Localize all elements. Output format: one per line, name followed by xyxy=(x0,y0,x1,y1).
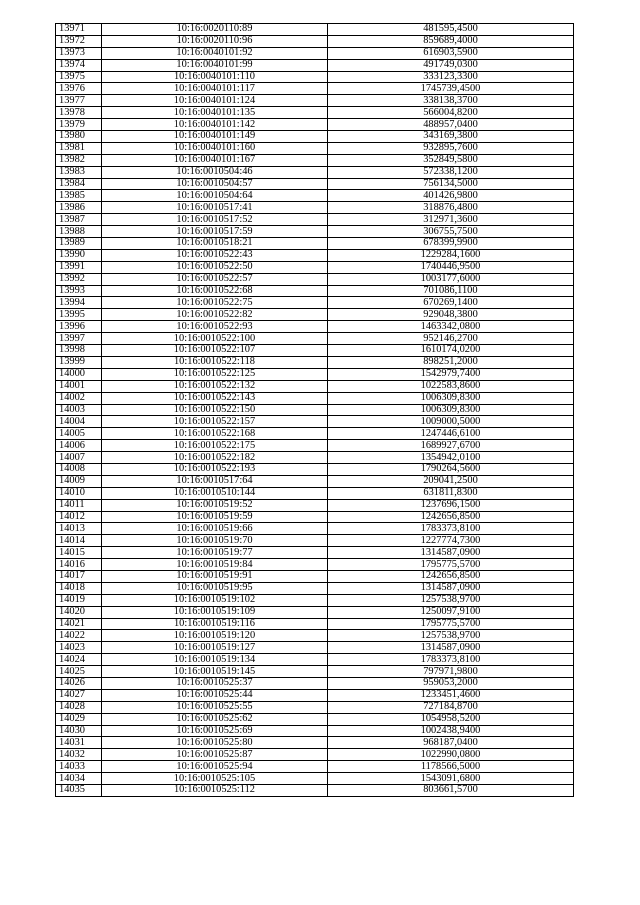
cadastral-number: 10:16:0040101:167 xyxy=(102,154,328,166)
cadastral-number: 10:16:0010517:41 xyxy=(102,202,328,214)
cadastral-number: 10:16:0010519:116 xyxy=(102,618,328,630)
row-number: 14031 xyxy=(56,737,102,749)
row-number: 14022 xyxy=(56,630,102,642)
table-row xyxy=(56,321,574,333)
table-row xyxy=(56,333,574,345)
cadastral-value: 1022990,0800 xyxy=(328,749,574,761)
cadastral-value: 898251,2000 xyxy=(328,356,574,368)
table-row xyxy=(56,59,574,71)
table-row xyxy=(56,273,574,285)
table-row xyxy=(56,785,574,797)
row-number: 14005 xyxy=(56,428,102,440)
cadastral-value: 401426,9800 xyxy=(328,190,574,202)
row-number: 14021 xyxy=(56,618,102,630)
cadastral-value: 1795775,5700 xyxy=(328,559,574,571)
table-row xyxy=(56,226,574,238)
row-number: 13998 xyxy=(56,345,102,357)
row-number: 13975 xyxy=(56,71,102,83)
cadastral-number: 10:16:0010510:144 xyxy=(102,487,328,499)
cadastral-value: 1242656,8500 xyxy=(328,511,574,523)
table-row xyxy=(56,737,574,749)
table-row xyxy=(56,202,574,214)
row-number: 14014 xyxy=(56,535,102,547)
table-row xyxy=(56,630,574,642)
table-row xyxy=(56,452,574,464)
cadastral-value-table xyxy=(55,23,574,797)
cadastral-value: 338138,3700 xyxy=(328,95,574,107)
table-row xyxy=(56,95,574,107)
row-number: 13991 xyxy=(56,261,102,273)
row-number: 14033 xyxy=(56,761,102,773)
cadastral-value: 1009000,5000 xyxy=(328,416,574,428)
cadastral-value: 1740446,9500 xyxy=(328,261,574,273)
table-row xyxy=(56,463,574,475)
cadastral-value: 1314587,0900 xyxy=(328,582,574,594)
row-number: 13990 xyxy=(56,249,102,261)
cadastral-value: 727184,8700 xyxy=(328,701,574,713)
table-row xyxy=(56,689,574,701)
table-row xyxy=(56,523,574,535)
cadastral-number: 10:16:0010522:193 xyxy=(102,463,328,475)
cadastral-value: 306755,7500 xyxy=(328,226,574,238)
table-row xyxy=(56,773,574,785)
cadastral-value: 1054958,5200 xyxy=(328,713,574,725)
row-number: 14000 xyxy=(56,368,102,380)
table-row xyxy=(56,594,574,606)
row-number: 14029 xyxy=(56,713,102,725)
table-row xyxy=(56,83,574,95)
table-row xyxy=(56,71,574,83)
cadastral-number: 10:16:0010522:118 xyxy=(102,356,328,368)
cadastral-value: 312971,3600 xyxy=(328,214,574,226)
row-number: 14013 xyxy=(56,523,102,535)
table-row xyxy=(56,713,574,725)
cadastral-number: 10:16:0010522:182 xyxy=(102,452,328,464)
row-number: 14007 xyxy=(56,452,102,464)
cadastral-value: 209041,2500 xyxy=(328,475,574,487)
cadastral-value: 1242656,8500 xyxy=(328,570,574,582)
cadastral-number: 10:16:0040101:135 xyxy=(102,107,328,119)
cadastral-value: 1006309,8300 xyxy=(328,392,574,404)
cadastral-value: 670269,1400 xyxy=(328,297,574,309)
row-number: 13987 xyxy=(56,214,102,226)
cadastral-number: 10:16:0010517:64 xyxy=(102,475,328,487)
row-number: 14009 xyxy=(56,475,102,487)
cadastral-value: 343169,3800 xyxy=(328,131,574,143)
table-row xyxy=(56,190,574,202)
row-number: 14034 xyxy=(56,773,102,785)
cadastral-number: 10:16:0010522:143 xyxy=(102,392,328,404)
cadastral-number: 10:16:0040101:99 xyxy=(102,59,328,71)
cadastral-number: 10:16:0040101:110 xyxy=(102,71,328,83)
cadastral-number: 10:16:0010525:87 xyxy=(102,749,328,761)
table-row xyxy=(56,35,574,47)
table-row xyxy=(56,428,574,440)
table-row xyxy=(56,178,574,190)
cadastral-number: 10:16:0010522:43 xyxy=(102,249,328,261)
table-row xyxy=(56,487,574,499)
cadastral-value: 1790264,5600 xyxy=(328,463,574,475)
cadastral-value: 803661,5700 xyxy=(328,785,574,797)
cadastral-number: 10:16:0010504:64 xyxy=(102,190,328,202)
cadastral-number: 10:16:0040101:142 xyxy=(102,119,328,131)
row-number: 14008 xyxy=(56,463,102,475)
row-number: 13997 xyxy=(56,333,102,345)
row-number: 14006 xyxy=(56,440,102,452)
table-row xyxy=(56,214,574,226)
cadastral-number: 10:16:0040101:160 xyxy=(102,142,328,154)
cadastral-value: 1610174,0200 xyxy=(328,345,574,357)
cadastral-number: 10:16:0010525:94 xyxy=(102,761,328,773)
table-row xyxy=(56,475,574,487)
cadastral-number: 10:16:0010519:127 xyxy=(102,642,328,654)
row-number: 13993 xyxy=(56,285,102,297)
table-row xyxy=(56,761,574,773)
cadastral-number: 10:16:0010522:157 xyxy=(102,416,328,428)
cadastral-number: 10:16:0010522:82 xyxy=(102,309,328,321)
row-number: 13976 xyxy=(56,83,102,95)
cadastral-number: 10:16:0010519:120 xyxy=(102,630,328,642)
row-number: 13999 xyxy=(56,356,102,368)
row-number: 14011 xyxy=(56,499,102,511)
row-number: 14016 xyxy=(56,559,102,571)
cadastral-number: 10:16:0010522:93 xyxy=(102,321,328,333)
cadastral-number: 10:16:0010522:125 xyxy=(102,368,328,380)
cadastral-value: 968187,0400 xyxy=(328,737,574,749)
cadastral-value: 1354942,0100 xyxy=(328,452,574,464)
table-row xyxy=(56,249,574,261)
row-number: 14027 xyxy=(56,689,102,701)
row-number: 13988 xyxy=(56,226,102,238)
cadastral-number: 10:16:0010519:77 xyxy=(102,547,328,559)
row-number: 14019 xyxy=(56,594,102,606)
table-row xyxy=(56,677,574,689)
cadastral-value: 1022583,8600 xyxy=(328,380,574,392)
row-number: 13981 xyxy=(56,142,102,154)
table-row xyxy=(56,582,574,594)
cadastral-number: 10:16:0020110:96 xyxy=(102,35,328,47)
cadastral-value: 1795775,5700 xyxy=(328,618,574,630)
cadastral-number: 10:16:0010519:109 xyxy=(102,606,328,618)
cadastral-value: 1229284,1600 xyxy=(328,249,574,261)
cadastral-value: 1237696,1500 xyxy=(328,499,574,511)
row-number: 13977 xyxy=(56,95,102,107)
cadastral-number: 10:16:0010519:66 xyxy=(102,523,328,535)
cadastral-value: 1178566,5000 xyxy=(328,761,574,773)
table-row xyxy=(56,499,574,511)
cadastral-value: 1783373,8100 xyxy=(328,523,574,535)
row-number: 14010 xyxy=(56,487,102,499)
cadastral-number: 10:16:0010519:91 xyxy=(102,570,328,582)
cadastral-number: 10:16:0010522:168 xyxy=(102,428,328,440)
cadastral-value: 1689927,6700 xyxy=(328,440,574,452)
cadastral-value: 1543091,6800 xyxy=(328,773,574,785)
row-number: 13994 xyxy=(56,297,102,309)
table-row xyxy=(56,154,574,166)
cadastral-number: 10:16:0010504:57 xyxy=(102,178,328,190)
cadastral-value: 481595,4500 xyxy=(328,24,574,36)
table-row xyxy=(56,642,574,654)
row-number: 13984 xyxy=(56,178,102,190)
row-number: 14015 xyxy=(56,547,102,559)
table-row xyxy=(56,666,574,678)
cadastral-value: 797971,9800 xyxy=(328,666,574,678)
row-number: 13978 xyxy=(56,107,102,119)
table-row xyxy=(56,511,574,523)
table-row xyxy=(56,749,574,761)
cadastral-number: 10:16:0040101:124 xyxy=(102,95,328,107)
cadastral-value: 318876,4800 xyxy=(328,202,574,214)
row-number: 13983 xyxy=(56,166,102,178)
cadastral-number: 10:16:0010517:52 xyxy=(102,214,328,226)
cadastral-number: 10:16:0010525:80 xyxy=(102,737,328,749)
cadastral-number: 10:16:0010525:105 xyxy=(102,773,328,785)
cadastral-value: 352849,5800 xyxy=(328,154,574,166)
row-number: 13979 xyxy=(56,119,102,131)
cadastral-value: 1247446,6100 xyxy=(328,428,574,440)
cadastral-number: 10:16:0010519:52 xyxy=(102,499,328,511)
cadastral-number: 10:16:0010522:100 xyxy=(102,333,328,345)
cadastral-number: 10:16:0010522:68 xyxy=(102,285,328,297)
row-number: 13985 xyxy=(56,190,102,202)
row-number: 14020 xyxy=(56,606,102,618)
table-row xyxy=(56,238,574,250)
cadastral-value: 932895,7600 xyxy=(328,142,574,154)
row-number: 13973 xyxy=(56,47,102,59)
table-row xyxy=(56,297,574,309)
cadastral-value: 1542979,7400 xyxy=(328,368,574,380)
table-row xyxy=(56,166,574,178)
table-row xyxy=(56,618,574,630)
cadastral-value: 678399,9900 xyxy=(328,238,574,250)
row-number: 14004 xyxy=(56,416,102,428)
cadastral-value: 1257538,9700 xyxy=(328,594,574,606)
cadastral-number: 10:16:0010522:150 xyxy=(102,404,328,416)
cadastral-number: 10:16:0010525:112 xyxy=(102,785,328,797)
cadastral-number: 10:16:0010522:175 xyxy=(102,440,328,452)
cadastral-value: 1227774,7300 xyxy=(328,535,574,547)
row-number: 13980 xyxy=(56,131,102,143)
row-number: 14003 xyxy=(56,404,102,416)
cadastral-number: 10:16:0010518:21 xyxy=(102,238,328,250)
cadastral-value: 488957,0400 xyxy=(328,119,574,131)
cadastral-value: 701086,1100 xyxy=(328,285,574,297)
cadastral-value: 1783373,8100 xyxy=(328,654,574,666)
cadastral-value: 1002438,9400 xyxy=(328,725,574,737)
cadastral-number: 10:16:0010522:132 xyxy=(102,380,328,392)
cadastral-value: 756134,5000 xyxy=(328,178,574,190)
cadastral-value: 631811,8300 xyxy=(328,487,574,499)
table-row xyxy=(56,559,574,571)
cadastral-number: 10:16:0010522:75 xyxy=(102,297,328,309)
cadastral-value: 1250097,9100 xyxy=(328,606,574,618)
cadastral-value: 959053,2000 xyxy=(328,677,574,689)
cadastral-value: 1314587,0900 xyxy=(328,642,574,654)
table-row xyxy=(56,131,574,143)
cadastral-value: 1003177,6000 xyxy=(328,273,574,285)
cadastral-value: 491749,0300 xyxy=(328,59,574,71)
cadastral-number: 10:16:0010519:84 xyxy=(102,559,328,571)
row-number: 14026 xyxy=(56,677,102,689)
row-number: 13982 xyxy=(56,154,102,166)
cadastral-value: 1257538,9700 xyxy=(328,630,574,642)
table-row xyxy=(56,725,574,737)
cadastral-value: 929048,3800 xyxy=(328,309,574,321)
cadastral-value: 859689,4000 xyxy=(328,35,574,47)
row-number: 14025 xyxy=(56,666,102,678)
cadastral-value: 1233451,4600 xyxy=(328,689,574,701)
cadastral-number: 10:16:0010525:69 xyxy=(102,725,328,737)
row-number: 14018 xyxy=(56,582,102,594)
row-number: 14035 xyxy=(56,785,102,797)
table-row xyxy=(56,380,574,392)
cadastral-value: 1463342,0800 xyxy=(328,321,574,333)
row-number: 14024 xyxy=(56,654,102,666)
table-row xyxy=(56,654,574,666)
row-number: 14030 xyxy=(56,725,102,737)
row-number: 14032 xyxy=(56,749,102,761)
row-number: 13974 xyxy=(56,59,102,71)
cadastral-number: 10:16:0010522:50 xyxy=(102,261,328,273)
row-number: 13992 xyxy=(56,273,102,285)
cadastral-value: 333123,3300 xyxy=(328,71,574,83)
table-row xyxy=(56,606,574,618)
cadastral-number: 10:16:0020110:89 xyxy=(102,24,328,36)
cadastral-number: 10:16:0010504:46 xyxy=(102,166,328,178)
row-number: 14012 xyxy=(56,511,102,523)
table-row xyxy=(56,440,574,452)
table-row xyxy=(56,261,574,273)
cadastral-value: 952146,2700 xyxy=(328,333,574,345)
table-row xyxy=(56,142,574,154)
table-row xyxy=(56,535,574,547)
row-number: 13986 xyxy=(56,202,102,214)
row-number: 13972 xyxy=(56,35,102,47)
cadastral-number: 10:16:0040101:92 xyxy=(102,47,328,59)
table-row xyxy=(56,416,574,428)
cadastral-number: 10:16:0010525:37 xyxy=(102,677,328,689)
table-row xyxy=(56,368,574,380)
table-row xyxy=(56,107,574,119)
cadastral-number: 10:16:0010517:59 xyxy=(102,226,328,238)
row-number: 14002 xyxy=(56,392,102,404)
cadastral-number: 10:16:0010519:134 xyxy=(102,654,328,666)
cadastral-number: 10:16:0010525:62 xyxy=(102,713,328,725)
row-number: 14001 xyxy=(56,380,102,392)
table-body xyxy=(56,24,574,797)
cadastral-number: 10:16:0040101:117 xyxy=(102,83,328,95)
cadastral-number: 10:16:0010519:59 xyxy=(102,511,328,523)
cadastral-value: 1006309,8300 xyxy=(328,404,574,416)
table-row xyxy=(56,404,574,416)
cadastral-number: 10:16:0010519:95 xyxy=(102,582,328,594)
row-number: 14023 xyxy=(56,642,102,654)
row-number: 13971 xyxy=(56,24,102,36)
table-row xyxy=(56,547,574,559)
table-row xyxy=(56,119,574,131)
row-number: 14017 xyxy=(56,570,102,582)
cadastral-number: 10:16:0040101:149 xyxy=(102,131,328,143)
cadastral-value: 572338,1200 xyxy=(328,166,574,178)
table-row xyxy=(56,309,574,321)
table-row xyxy=(56,570,574,582)
row-number: 13995 xyxy=(56,309,102,321)
cadastral-number: 10:16:0010519:102 xyxy=(102,594,328,606)
cadastral-value: 566004,8200 xyxy=(328,107,574,119)
row-number: 14028 xyxy=(56,701,102,713)
cadastral-value: 616903,5900 xyxy=(328,47,574,59)
cadastral-number: 10:16:0010519:70 xyxy=(102,535,328,547)
cadastral-number: 10:16:0010522:57 xyxy=(102,273,328,285)
cadastral-value: 1745739,4500 xyxy=(328,83,574,95)
row-number: 13989 xyxy=(56,238,102,250)
table-row xyxy=(56,285,574,297)
cadastral-number: 10:16:0010522:107 xyxy=(102,345,328,357)
row-number: 13996 xyxy=(56,321,102,333)
cadastral-number: 10:16:0010525:55 xyxy=(102,701,328,713)
cadastral-value: 1314587,0900 xyxy=(328,547,574,559)
table-row xyxy=(56,345,574,357)
table-row xyxy=(56,24,574,36)
table-row xyxy=(56,392,574,404)
table-row xyxy=(56,47,574,59)
table-row xyxy=(56,701,574,713)
cadastral-number: 10:16:0010519:145 xyxy=(102,666,328,678)
cadastral-number: 10:16:0010525:44 xyxy=(102,689,328,701)
table-row xyxy=(56,356,574,368)
